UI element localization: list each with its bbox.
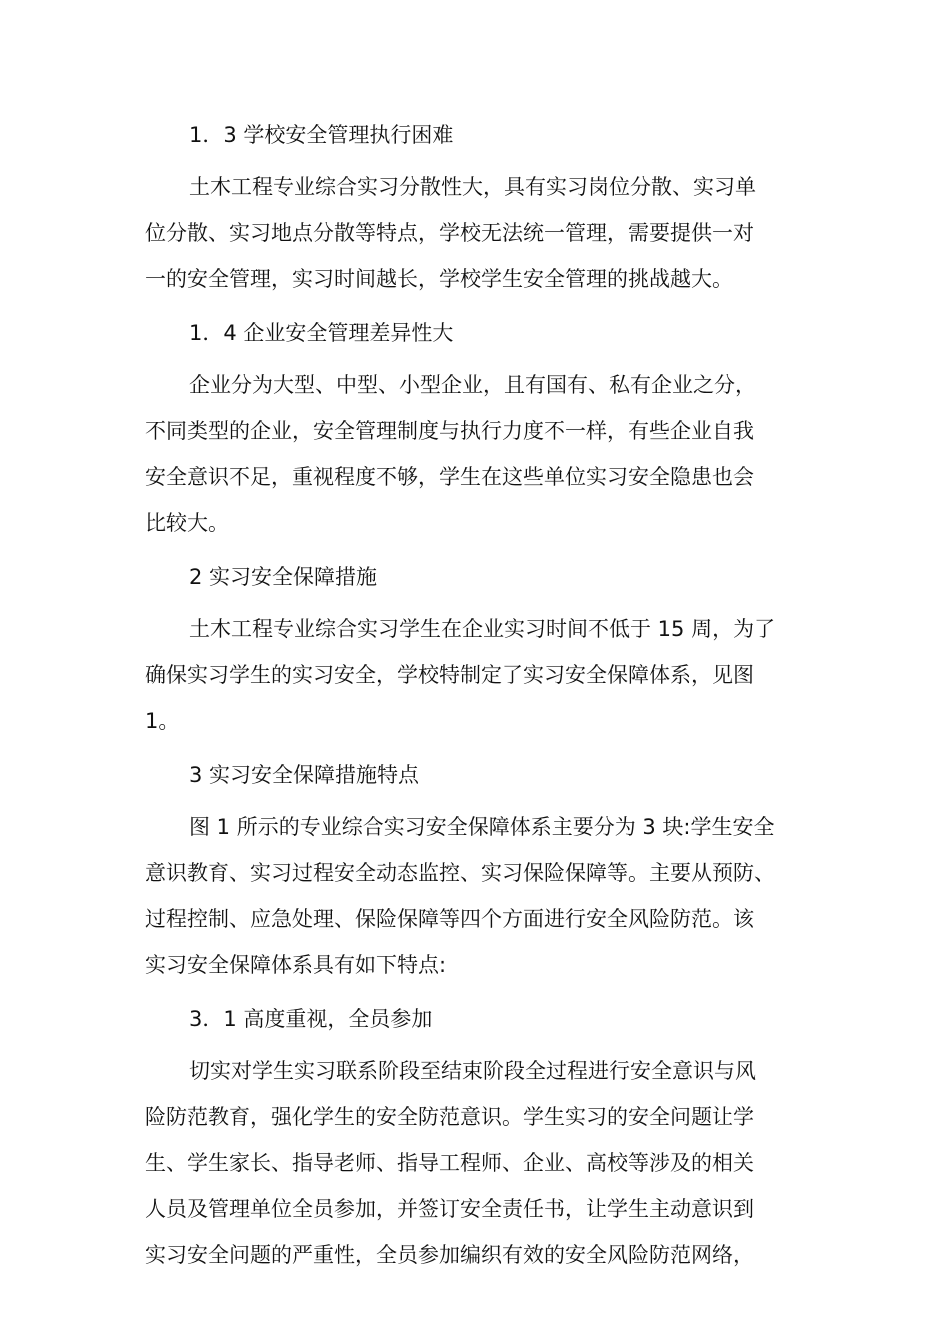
text-line: 土木工程专业综合实习学生在企业实习时间不低于 15 周，为了 <box>189 617 776 641</box>
text-line: 企业分为大型、中型、小型企业，且有国有、私有企业之分， <box>189 373 756 397</box>
section-heading-3: 3 实习安全保障措施特点 <box>189 763 420 787</box>
text-line: 实习安全保障体系具有如下特点: <box>145 953 447 977</box>
section-heading-3-1: 3．1 高度重视，全员参加 <box>189 1007 433 1031</box>
section-heading-1-3: 1．3 学校安全管理执行困难 <box>189 123 454 147</box>
paragraph-3 <box>145 804 811 988</box>
text-line: 确保实习学生的实习安全，学校特制定了实习安全保障体系，见图 <box>145 663 754 687</box>
document-body <box>145 112 811 1286</box>
paragraph-2 <box>145 606 811 744</box>
text-line: 一的安全管理，实习时间越长，学校学生安全管理的挑战越大。 <box>145 267 733 291</box>
text-line: 不同类型的企业，安全管理制度与执行力度不一样，有些企业自我 <box>145 419 754 443</box>
text-line: 实习安全问题的严重性，全员参加编织有效的安全风险防范网络， <box>145 1243 754 1267</box>
text-line: 过程控制、应急处理、保险保障等四个方面进行安全风险防范。该 <box>145 907 754 931</box>
section-heading-2: 2 实习安全保障措施 <box>189 565 378 589</box>
text-line: 位分散、实习地点分散等特点，学校无法统一管理，需要提供一对 <box>145 221 754 245</box>
paragraph-3-1 <box>145 1048 811 1278</box>
text-line: 切实对学生实习联系阶段至结束阶段全过程进行安全意识与风 <box>189 1059 756 1083</box>
text-line: 安全意识不足，重视程度不够，学生在这些单位实习安全隐患也会 <box>145 465 754 489</box>
text-line: 1。 <box>145 709 180 733</box>
text-line: 人员及管理单位全员参加，并签订安全责任书，让学生主动意识到 <box>145 1197 754 1221</box>
paragraph-1-4 <box>145 362 811 546</box>
text-line: 图 1 所示的专业综合实习安全保障体系主要分为 3 块:学生安全 <box>189 815 775 839</box>
text-line: 险防范教育，强化学生的安全防范意识。学生实习的安全问题让学 <box>145 1105 754 1129</box>
section-heading-1-4: 1．4 企业安全管理差异性大 <box>189 321 454 345</box>
paragraph-1-3 <box>145 164 811 302</box>
text-line: 比较大。 <box>145 511 229 535</box>
text-line: 意识教育、实习过程安全动态监控、实习保险保障等。主要从预防、 <box>145 861 775 885</box>
text-line: 土木工程专业综合实习分散性大，具有实习岗位分散、实习单 <box>189 175 756 199</box>
text-line: 生、学生家长、指导老师、指导工程师、企业、高校等涉及的相关 <box>145 1151 754 1175</box>
